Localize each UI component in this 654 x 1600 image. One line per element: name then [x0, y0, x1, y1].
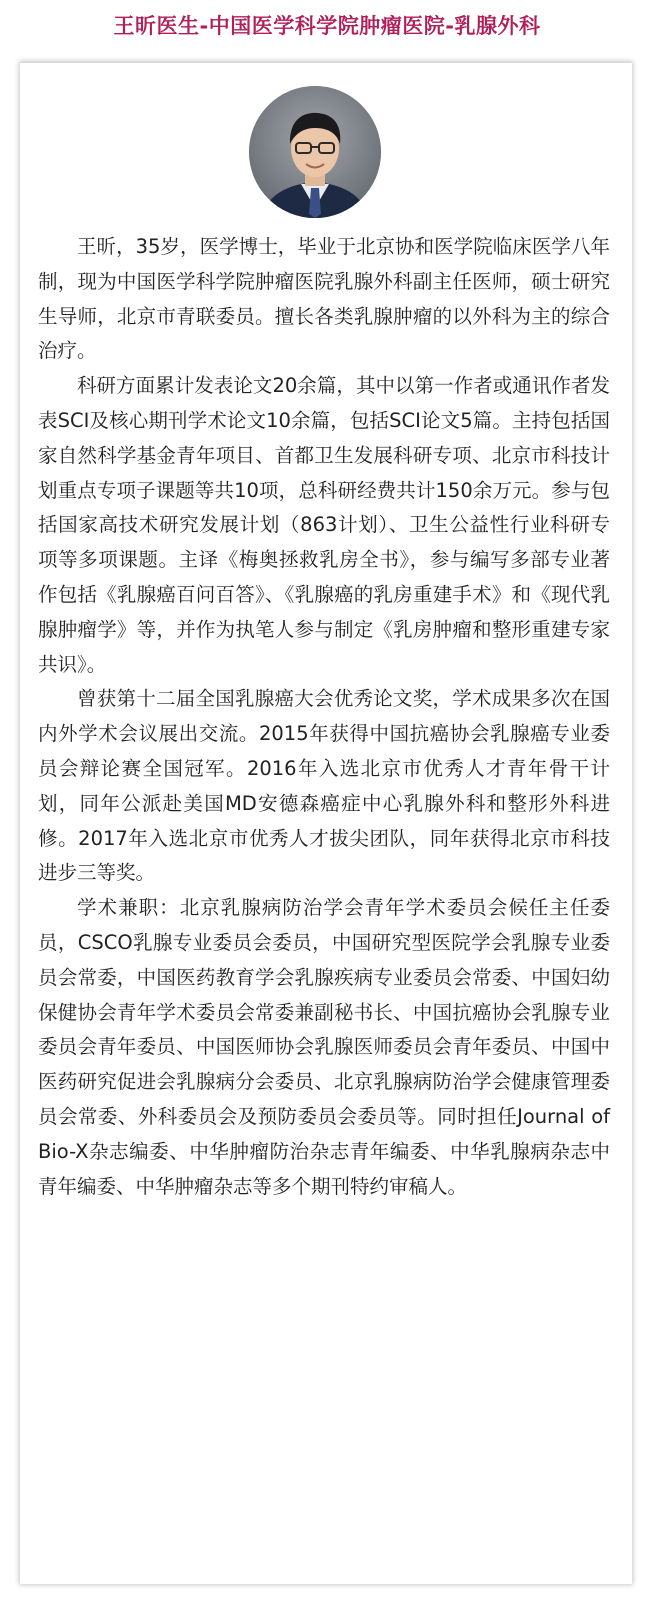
doctor-portrait-icon: [249, 86, 381, 218]
bio-paragraph-awards: 曾获第十二届全国乳腺癌大会优秀论文奖，学术成果多次在国内外学术会议展出交流。2015年获得中国抗癌协会乳腺癌专业委员会辩论赛全国冠军。2016年入选北京市优秀人才青年骨干计划，同年公派赴美国MD安德森癌症中心乳腺外科和整形外科进修。2017年入选北京市优秀人才拔尖团队，同年获得北京市科技进步三等奖。: [38, 687, 610, 885]
doctor-bio: [38, 230, 610, 1204]
doctor-avatar: [249, 86, 381, 218]
bio-paragraph-research: 科研方面累计发表论文20余篇，其中以第一作者或通讯作者发表SCI及核心期刊学术论文10余篇，包括SCI论文5篇。主持包括国家自然科学基金青年项目、首都卫生发展科研专项、北京市科技计划重点专项子课题等共10项，总科研经费共计150余万元。参与包括国家高技术研究发展计划（863计划）、卫生公益性行业科研专项等多项课题。主译《梅奥拯救乳房全书》，参与编写多部专业著作包括《乳腺癌百问百答》、《乳腺癌的乳房重建手术》和《现代乳腺肿瘤学》等，并作为执笔人参与制定《乳房肿瘤和整形重建专家共识》。: [38, 374, 610, 676]
page-title: 王昕医生-中国医学科学院肿瘤医院-乳腺外科: [113, 14, 541, 38]
bio-paragraph-academic-roles: 学术兼职：北京乳腺病防治学会青年学术委员会候任主任委员，CSCO乳腺专业委员会委员，中国研究型医院学会乳腺专业委员会常委，中国医药教育学会乳腺疾病专业委员会常委、中国妇幼保健协会青年学术委员会常委兼副秘书长、中国抗癌协会乳腺专业委员会青年委员、中国医师协会乳腺医师委员会青年委员、中国中医药研究促进会乳腺病分会委员、北京乳腺病防治学会健康管理委员会常委、外科委员会及预防委员会委员等。同时担任Journal of Bio-X杂志编委、中华肿瘤防治杂志青年编委、中华乳腺病杂志中青年编委、中华肿瘤杂志等多个期刊特约审稿人。: [38, 896, 610, 1198]
bio-paragraph-intro: 王昕，35岁，医学博士，毕业于北京协和医学院临床医学八年制，现为中国医学科学院肿瘤医院乳腺外科副主任医师，硕士研究生导师，北京市青联委员。擅长各类乳腺肿瘤的以外科为主的综合治疗。: [38, 235, 610, 363]
profile-card: [20, 62, 632, 1584]
